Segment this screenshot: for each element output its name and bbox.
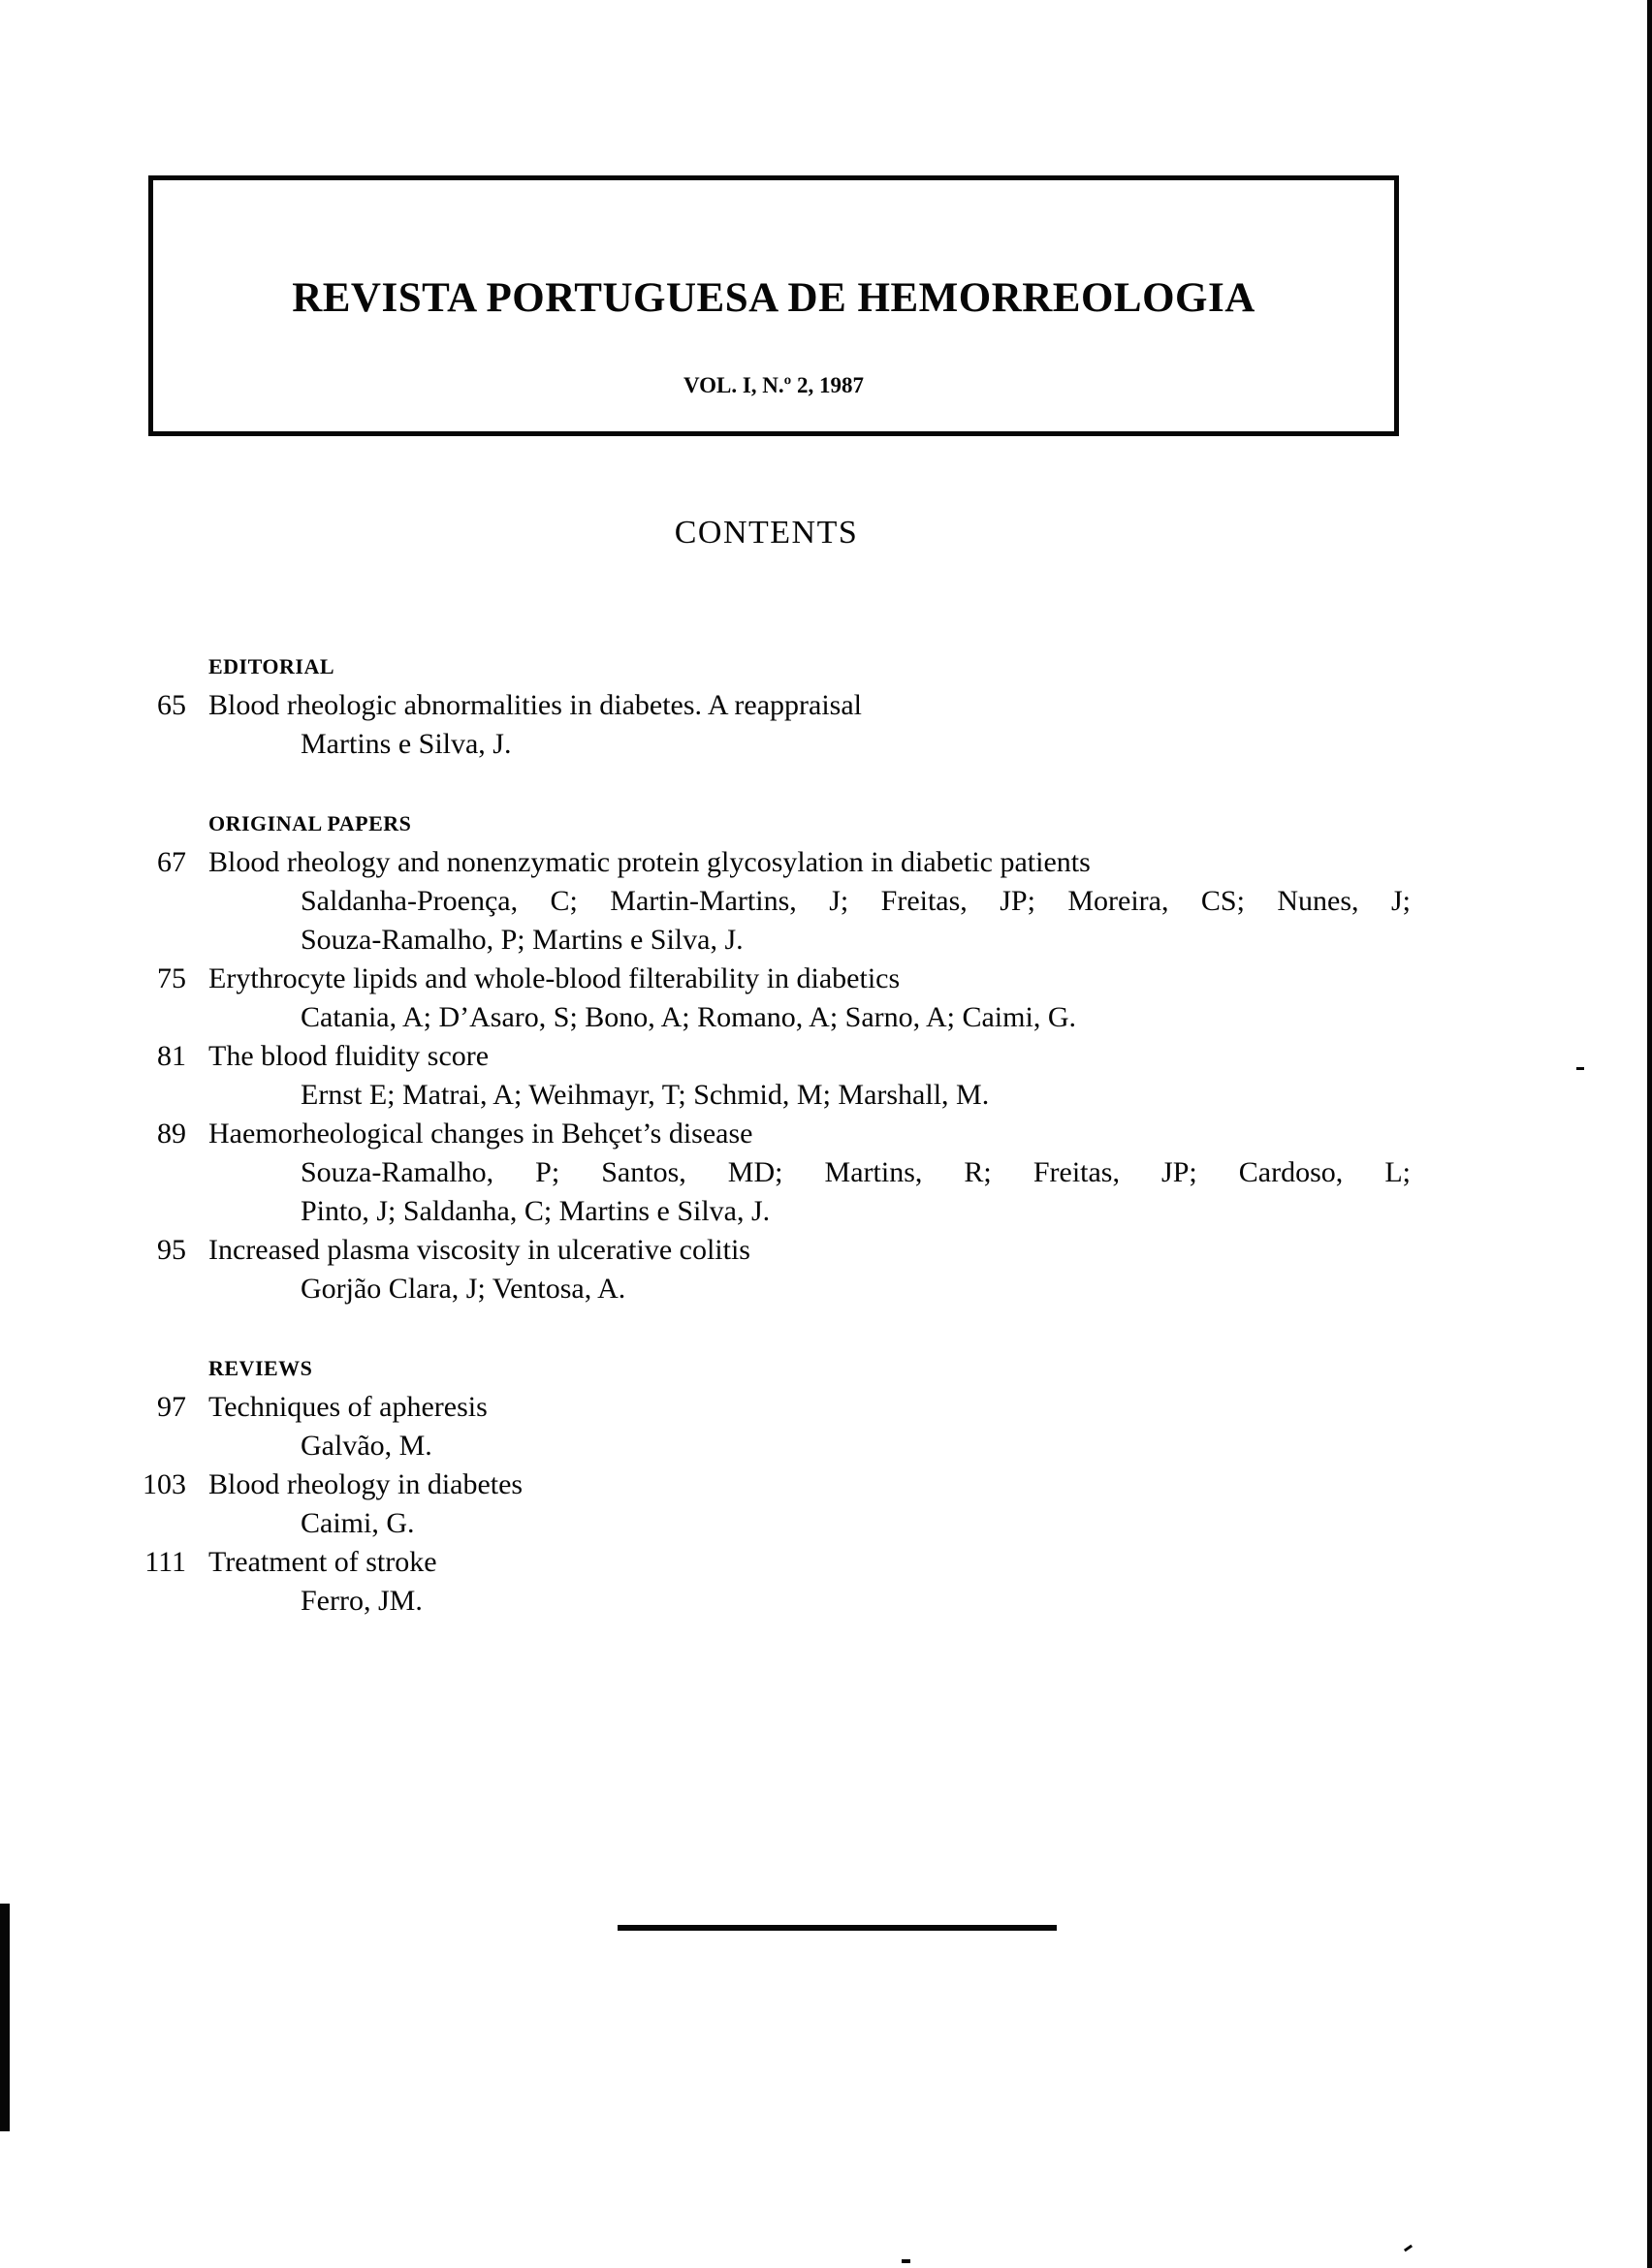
toc-entry xyxy=(136,960,1411,998)
page-number: 103 xyxy=(143,1468,186,1500)
entry-title: Haemorheological changes in Behçet’s disease xyxy=(208,1118,753,1150)
author-line: Gorjão Clara, J; Ventosa, A. xyxy=(301,1273,626,1305)
toc-entry xyxy=(136,1037,1411,1076)
author-line: Catania, A; D’Asaro, S; Bono, A; Romano, A; Sarno, A; Caimi, G. xyxy=(301,1001,1076,1033)
page-number: 97 xyxy=(157,1391,186,1423)
author-line: Martins e Silva, J. xyxy=(301,728,512,760)
scan-speck xyxy=(1576,1067,1584,1070)
author-line: Ernst E; Matrai, A; Weihmayr, T; Schmid, M; Marshall, M. xyxy=(301,1079,990,1111)
scan-speck xyxy=(1404,2245,1413,2252)
page-number: 81 xyxy=(157,1040,186,1072)
page-number: 111 xyxy=(144,1546,186,1578)
toc-entry xyxy=(136,1465,1411,1504)
table-of-contents xyxy=(136,647,1411,1621)
masthead-box xyxy=(148,175,1399,436)
entry-title: Blood rheology in diabetes xyxy=(208,1468,524,1500)
toc-entry xyxy=(136,1543,1411,1582)
toc-entry xyxy=(136,686,1411,725)
entry-title: Blood rheology and nonenzymatic protein glycosylation in diabetic patients xyxy=(208,846,1091,878)
left-edge-scan-bar xyxy=(0,1904,10,2131)
section-header: REVIEWS xyxy=(208,1356,313,1380)
issue-line: VOL. I, N.º 2, 1987 xyxy=(683,373,865,397)
author-line: Ferro, JM. xyxy=(301,1585,423,1617)
entry-title: The blood fluidity score xyxy=(208,1040,490,1072)
author-line: Souza-Ramalho, P; Martins e Silva, J. xyxy=(301,924,744,956)
page-number: 89 xyxy=(157,1118,186,1150)
entry-title: Increased plasma viscosity in ulcerative colitis xyxy=(208,1234,750,1266)
page-number: 75 xyxy=(157,962,186,994)
page-number: 65 xyxy=(157,689,186,721)
toc-entry xyxy=(136,1231,1411,1270)
scan-speck xyxy=(902,2259,910,2263)
toc-entry xyxy=(136,843,1411,882)
footer-rule xyxy=(618,1925,1057,1931)
author-line: Pinto, J; Saldanha, C; Martins e Silva, J. xyxy=(301,1195,771,1227)
journal-title: REVISTA PORTUGUESA DE HEMORREOLOGIA xyxy=(292,275,1255,321)
page-number: 95 xyxy=(157,1234,186,1266)
section-header: ORIGINAL PAPERS xyxy=(208,811,412,835)
entry-title: Techniques of apheresis xyxy=(208,1391,488,1423)
right-edge-scan-line xyxy=(1647,0,1652,2268)
section-header: EDITORIAL xyxy=(208,654,335,678)
author-line: Galvão, M. xyxy=(301,1430,432,1462)
contents-heading: CONTENTS xyxy=(674,515,859,551)
entry-title: Blood rheologic abnormalities in diabetes. A reappraisal xyxy=(208,689,862,721)
entry-title: Erythrocyte lipids and whole-blood filterability in diabetics xyxy=(208,962,901,994)
author-line: Caimi, G. xyxy=(301,1507,415,1539)
toc-entry xyxy=(136,1388,1411,1427)
author-line: Souza-Ramalho, P; Santos, MD; Martins, R; Freitas, JP; Cardoso, L; xyxy=(301,1156,1411,1188)
entry-title: Treatment of stroke xyxy=(208,1546,437,1578)
page-number: 67 xyxy=(157,846,186,878)
toc-entry xyxy=(136,1115,1411,1153)
author-line: Saldanha-Proença, C; Martin-Martins, J; Freitas, JP; Moreira, CS; Nunes, J; xyxy=(301,885,1411,917)
